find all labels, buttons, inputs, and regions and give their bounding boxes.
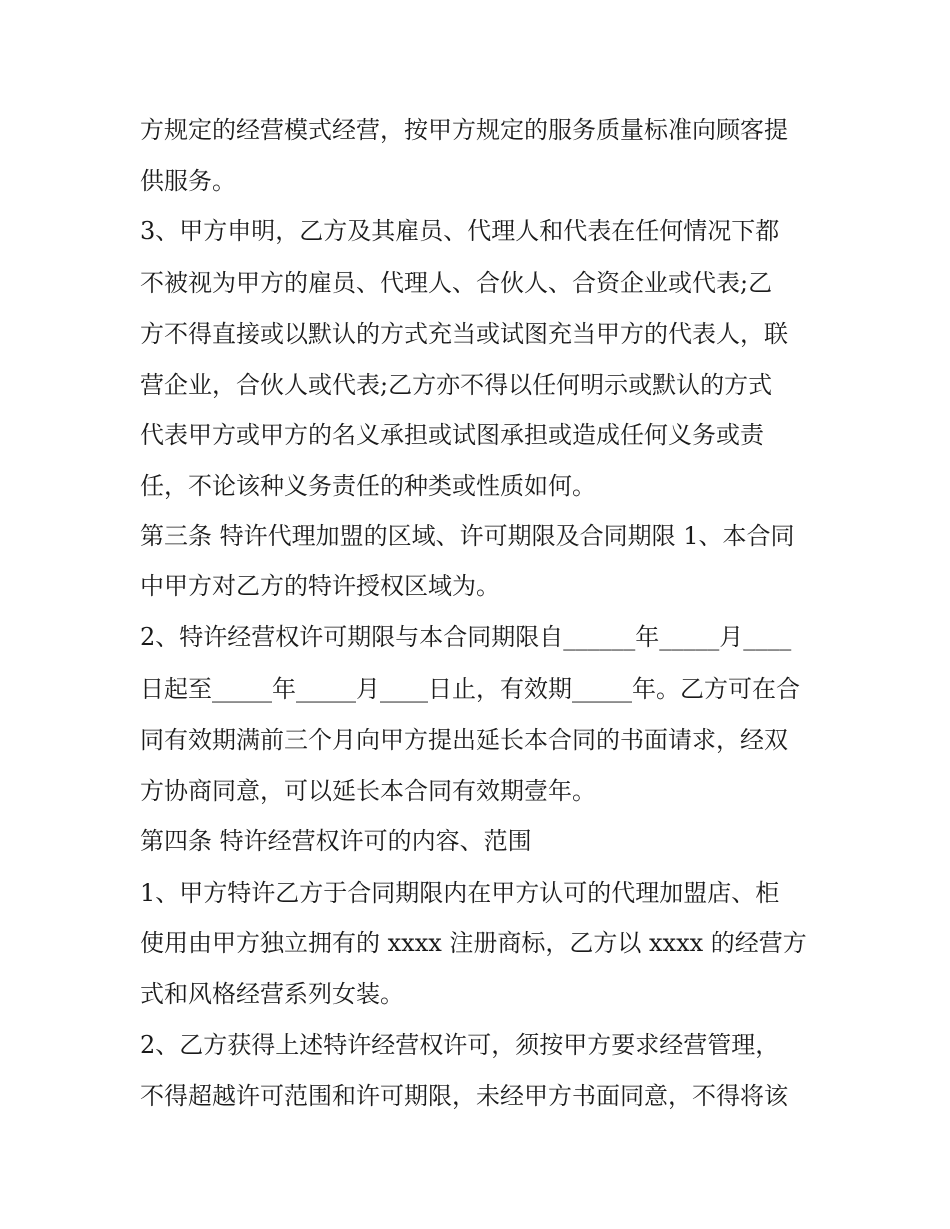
section-heading: 第四条 特许经营权许可的内容、范围 — [140, 827, 532, 855]
text-line: 日起至_____年_____月____日止，有效期_____年。乙方可在合 — [140, 675, 800, 703]
text-line: 同有效期满前三个月向甲方提出延长本合同的书面请求，经双 — [140, 726, 788, 754]
text-line: 使用由甲方独立拥有的 xxxx 注册商标，乙方以 xxxx 的经营方 — [140, 929, 807, 957]
text-line: 营企业，合伙人或代表;乙方亦不得以任何明示或默认的方式 — [140, 371, 773, 399]
text-line: 不被视为甲方的雇员、代理人、合伙人、合资企业或代表;乙 — [140, 269, 773, 297]
text-line: 2、乙方获得上述特许经营权许可，须按甲方要求经营管理， — [140, 1031, 780, 1059]
text-line: 1、甲方特许乙方于合同期限内在甲方认可的代理加盟店、柜 — [140, 879, 780, 907]
text-line: 3、甲方申明，乙方及其雇员、代理人和代表在任何情况下都 — [140, 217, 780, 245]
section-heading: 第三条 特许代理加盟的区域、许可期限及合同期限 1、本合同 — [140, 522, 795, 550]
text-line: 任，不论该种义务责任的种类或性质如何。 — [140, 472, 596, 500]
text-line: 方规定的经营模式经营，按甲方规定的服务质量标准向顾客提 — [140, 116, 788, 144]
text-line: 供服务。 — [140, 167, 236, 195]
text-line: 2、特许经营权许可期限与本合同期限自______年_____月____ — [140, 623, 792, 651]
text-line: 方不得直接或以默认的方式充当或试图充当甲方的代表人，联 — [140, 320, 788, 348]
text-line: 式和风格经营系列女装。 — [140, 980, 404, 1008]
text-line: 中甲方对乙方的特许授权区域为。 — [140, 572, 500, 600]
text-line: 不得超越许可范围和许可期限，未经甲方书面同意，不得将该 — [140, 1082, 788, 1110]
text-line: 方协商同意，可以延长本合同有效期壹年。 — [140, 777, 596, 805]
text-line: 代表甲方或甲方的名义承担或试图承担或造成任何义务或责 — [140, 421, 764, 449]
